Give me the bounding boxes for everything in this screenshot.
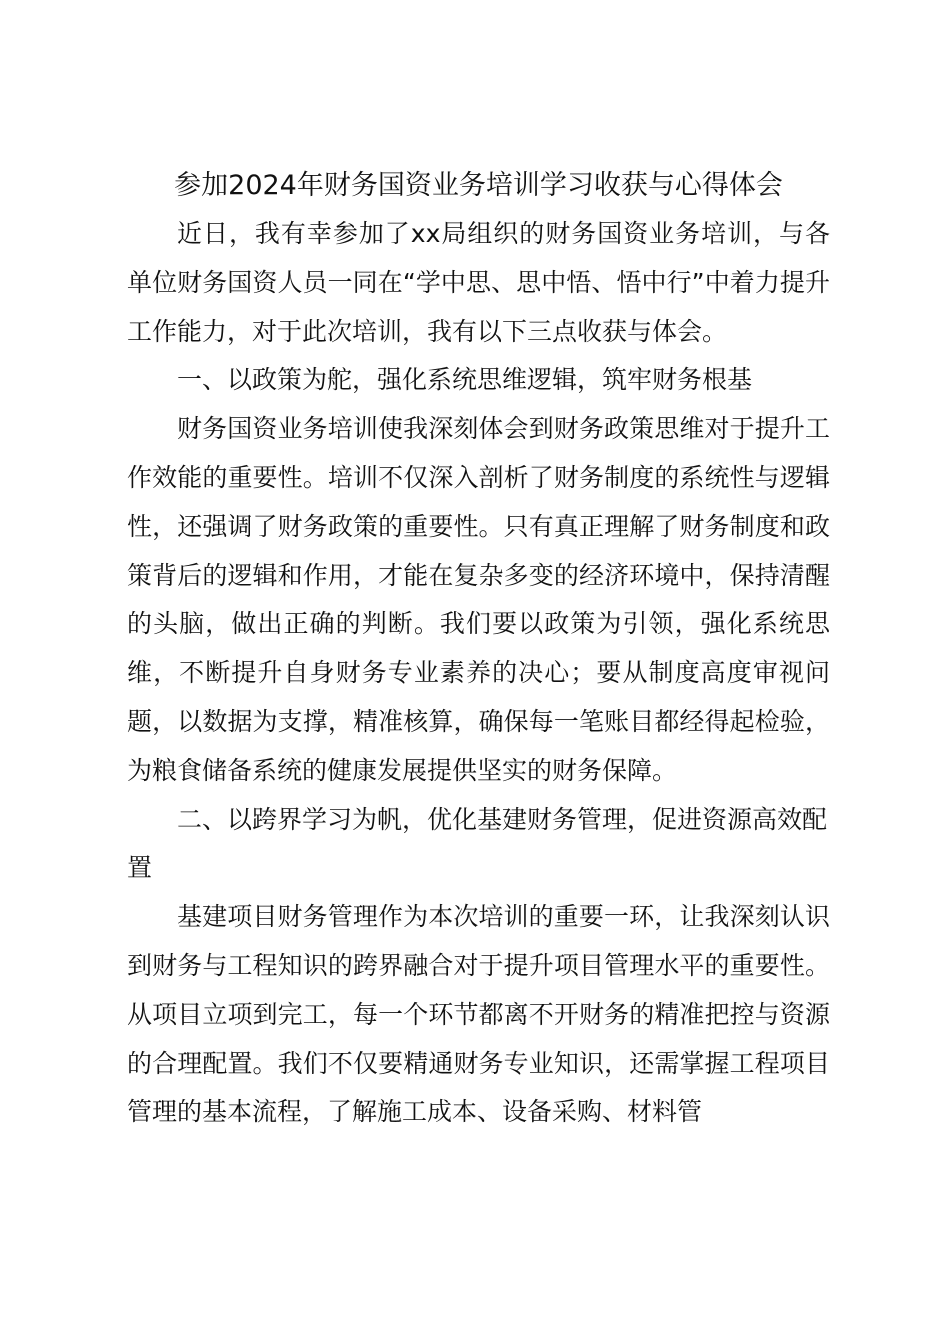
- document-title: 参加2024年财务国资业务培训学习收获与心得体会: [174, 170, 783, 201]
- section-2-heading: 二、以跨界学习为帆，优化基建财务管理，促进资源高效配置: [127, 804, 828, 883]
- document-body: [127, 162, 830, 1137]
- section-1-heading: 一、以政策为舵，强化系统思维逻辑，筑牢财务根基: [177, 365, 753, 395]
- section-2-paragraph: 基建项目财务管理作为本次培训的重要一环，让我深刻认识到财务与工程知识的跨界融合对于提升项目管理水平的重要性。从项目立项到完工，每一个环节都离不开财务的精准把控与资源的合理配置。我们不仅要精通财务专业知识，还需掌握工程项目管理的基本流程，了解施工成本、设备采购、材料管: [127, 902, 830, 1127]
- intro-paragraph: 近日，我有幸参加了xx局组织的财务国资业务培训，与各单位财务国资人员一同在“学中思、思中悟、悟中行”中着力提升工作能力，对于此次培训，我有以下三点收获与体会。: [127, 219, 830, 346]
- section-1-paragraph: 财务国资业务培训使我深刻体会到财务政策思维对于提升工作效能的重要性。培训不仅深入剖析了财务制度的系统性与逻辑性，还强调了财务政策的重要性。只有真正理解了财务制度和政策背后的逻辑和作用，才能在复杂多变的经济环境中，保持清醒的头脑，做出正确的判断。我们要以政策为引领，强化系统思维，不断提升自身财务专业素养的决心；要从制度高度审视问题，以数据为支撑，精准核算，确保每一笔账目都经得起检验，为粮食储备系统的健康发展提供坚实的财务保障。: [127, 414, 830, 785]
